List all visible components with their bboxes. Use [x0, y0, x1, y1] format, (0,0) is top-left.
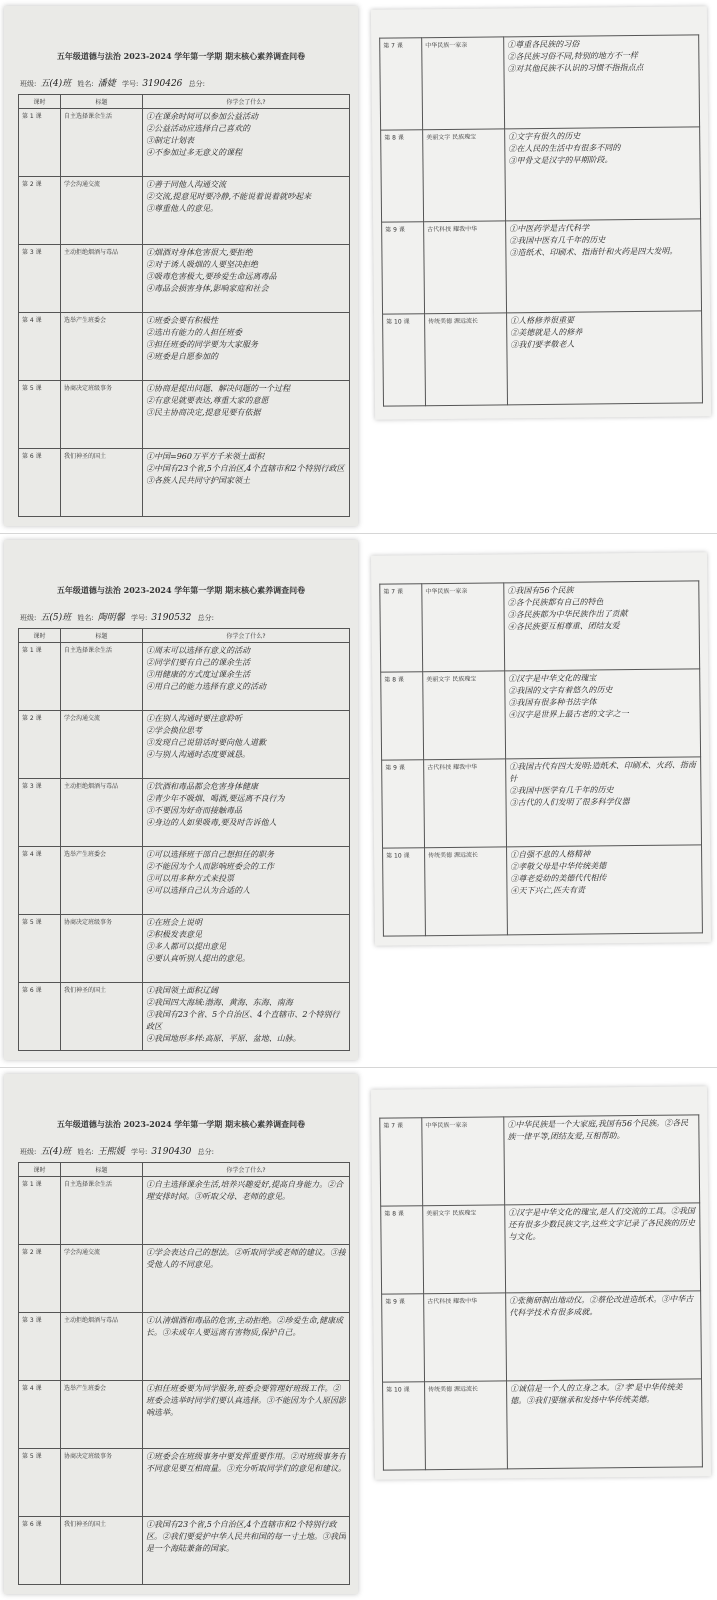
- answer-line: ③可以用多种方式来投票: [146, 874, 234, 883]
- answer-line: ①我国古代有四大发明:造纸术、印刷术、火药、指南针: [509, 760, 696, 784]
- table-header-row: [19, 95, 350, 109]
- answer-table: [379, 580, 703, 936]
- table-row: [19, 779, 350, 847]
- answer-line: ②交流,提意见时要冷静,不能说着说着就吵起来: [146, 192, 312, 201]
- handwritten-answer: [505, 1203, 701, 1293]
- answer-line: ①周末可以选择有意义的活动: [146, 646, 250, 655]
- class-label: 班级:: [20, 80, 37, 88]
- answer-line: ③古代的人们发明了很多科学仪器: [509, 797, 630, 808]
- lesson-number: 第 6 课: [19, 983, 61, 1051]
- table-row: [383, 1379, 703, 1470]
- answer-line: ③发现自己说错话时要向他人道歉: [146, 738, 266, 747]
- answer-line: ②在人民的生活中有很多不同的: [508, 143, 621, 154]
- lesson-number: 第 5 课: [19, 915, 61, 983]
- lesson-title: 学会沟通交流: [61, 177, 143, 245]
- name-label: 姓名:: [77, 614, 94, 622]
- handwritten-answer: [143, 449, 350, 517]
- handwritten-answer: [143, 847, 350, 915]
- handwritten-answer: [143, 643, 350, 711]
- answer-line: ①汉字是中华文化的瑰宝: [508, 673, 597, 684]
- table-row: [382, 219, 702, 314]
- lesson-number: 第 7 课: [380, 584, 423, 672]
- handwritten-answer: [506, 219, 702, 313]
- table-row: [19, 1245, 350, 1313]
- lesson-number: 第 2 课: [19, 711, 61, 779]
- header-learned: 你学会了什么?: [143, 629, 350, 643]
- answer-line: ③甲骨文是汉字的早期阶段。: [508, 155, 613, 166]
- answer-line: ①学会表达自己的想法。②听取同学或老师的建议。③接受他人的不同意见。: [146, 1248, 346, 1269]
- answer-line: ②公益活动应选择自己喜欢的: [146, 124, 250, 133]
- answer-line: ③我们要孝敬老人: [510, 339, 575, 350]
- lesson-title: 学会沟通交流: [61, 711, 143, 779]
- header-lesson: 课时: [19, 629, 61, 643]
- handwritten-answer: [143, 1177, 350, 1245]
- handwritten-answer: [143, 177, 350, 245]
- table-row: [383, 311, 703, 406]
- name-label: 姓名:: [77, 1148, 94, 1156]
- answer-line: ①汉字是中华文化的瑰宝,是人们交流的工具。②我国还有很多少数民族文字,这些文字记录了各民族的历史与文化。: [508, 1206, 695, 1242]
- answer-line: ②各个民族都有自己的特色: [507, 597, 604, 608]
- handwritten-answer: [143, 711, 350, 779]
- header-title: 标题: [61, 629, 143, 643]
- answer-line: ④不参加过多无意义的课程: [146, 148, 242, 157]
- lesson-number: 第 6 课: [19, 1517, 61, 1585]
- table-row: [19, 643, 350, 711]
- answer-line: ①善于同他人沟通交流: [146, 180, 226, 189]
- table-row: [19, 711, 350, 779]
- handwritten-answer: [143, 1517, 350, 1585]
- lesson-number: 第 2 课: [19, 177, 61, 245]
- answer-line: ①担任班委要为同学服务,班委会要管理好班级工作。②班委会选举时同学们要认真选择。③不能因为个人原因影响选举。: [146, 1384, 346, 1417]
- answer-line: ③各民族都为中华民族作出了贡献: [507, 609, 628, 620]
- answer-line: ①可以选择班干部自己想担任的职务: [146, 850, 274, 859]
- answer-line: ②各民族习俗不同,特别的地方不一样: [507, 50, 638, 62]
- answer-line: ①班委会要有积极性: [146, 316, 218, 325]
- answer-line: ②我国四大海域:渤海、黄海、东海、南海: [146, 998, 293, 1007]
- table-row: [19, 1177, 350, 1245]
- lesson-number: 第 5 课: [19, 1449, 61, 1517]
- score-label: 总分:: [188, 80, 205, 88]
- photo-row-1: [0, 0, 717, 534]
- answer-line: ③我国有很多种书法字体: [508, 697, 597, 708]
- lesson-number: 第 4 课: [19, 847, 61, 915]
- answer-line: ①在别人沟通时要注意聆听: [146, 714, 242, 723]
- handwritten-answer: [143, 1449, 350, 1517]
- lesson-title: 协商决定班级事务: [61, 1449, 143, 1517]
- table-row: [381, 1203, 701, 1294]
- class-label: 班级:: [20, 1148, 37, 1156]
- answer-line: ②选出有能力的人担任班委: [146, 328, 242, 337]
- answer-line: ②孝敬父母是中华传统美德: [510, 861, 607, 872]
- table-row: [380, 1115, 700, 1206]
- lesson-title: 主动拒绝烟酒与毒品: [61, 245, 143, 313]
- lesson-number: 第 1 课: [19, 1177, 61, 1245]
- lesson-title: 古代科技 耀我中华: [424, 759, 507, 848]
- header-learned: 你学会了什么?: [143, 95, 350, 109]
- handwritten-answer: [507, 311, 703, 405]
- table-row: [380, 581, 700, 672]
- answer-line: ①饮酒和毒品都会危害身体健康: [146, 782, 258, 791]
- answer-line: ①班委会在班级事务中要发挥重要作用。②对班级事务有不同意见要互相商量。③充分听取同学们的意见和建议。: [146, 1452, 346, 1473]
- header-lesson: 课时: [19, 1163, 61, 1177]
- lesson-title: 协商决定班级事务: [61, 381, 143, 449]
- answer-line: ①在课余时间可以参加公益活动: [146, 112, 258, 121]
- lesson-number: 第 1 课: [19, 109, 61, 177]
- name-value: 陶明馨: [97, 613, 125, 623]
- name-label: 姓名:: [77, 80, 94, 88]
- questionnaire-page-right: [371, 6, 711, 419]
- class-value: 五(5)班: [40, 613, 72, 623]
- lesson-number: 第 7 课: [380, 1118, 423, 1206]
- lesson-number: 第 3 课: [19, 1313, 61, 1381]
- handwritten-answer: [507, 1379, 703, 1469]
- handwritten-answer: [143, 1245, 350, 1313]
- answer-line: ①在班会上说明: [146, 918, 202, 927]
- answer-line: ③担任班委的同学要为大家服务: [146, 340, 258, 349]
- lesson-title: 中华民族一家亲: [422, 37, 505, 130]
- lesson-number: 第 9 课: [382, 1294, 425, 1382]
- table-row: [382, 1291, 702, 1382]
- handwritten-answer: [506, 1291, 702, 1381]
- answer-line: ④各民族要互相尊重、团结友爱: [507, 621, 620, 632]
- answer-line: ②不能因为个人而影响班委会的工作: [146, 862, 274, 871]
- table-row: [19, 177, 350, 245]
- lesson-title: 选举产生班委会: [61, 313, 143, 381]
- handwritten-answer: [507, 845, 703, 935]
- questionnaire-page-right: [371, 1086, 711, 1479]
- answer-line: ④用自己的能力选择有意义的活动: [146, 682, 266, 691]
- answer-line: ④天下兴亡,匹夫有责: [510, 885, 586, 896]
- answer-line: ①文字有很久的历史: [508, 131, 581, 142]
- table-row: [19, 1517, 350, 1585]
- document-title: 五年级道德与法治 2023-2024 学年第一学期 期末核心素养调查问卷: [56, 585, 306, 595]
- handwritten-answer: [506, 757, 702, 847]
- handwritten-answer: [143, 1381, 350, 1449]
- score-label: 总分:: [197, 1148, 214, 1156]
- lesson-title: 传统美德 源远流长: [425, 847, 508, 936]
- document-title: 五年级道德与法治 2023-2024 学年第一学期 期末核心素养调查问卷: [56, 51, 306, 61]
- id-label: 学号:: [130, 1148, 148, 1156]
- answer-line: ①协商是提出问题、解决问题的一个过程: [146, 384, 290, 393]
- questionnaire-page-left: [4, 540, 358, 1060]
- table-row: [382, 757, 702, 848]
- table-row: [383, 845, 703, 936]
- answer-line: ③造纸术、印刷术、指南针和火药是四大发明。: [509, 246, 678, 258]
- table-header-row: [19, 1163, 350, 1177]
- lesson-title: 选举产生班委会: [61, 847, 143, 915]
- id-value: 3190430: [151, 1147, 192, 1157]
- answer-line: ①中华民族是一个大家庭,我国有56个民族。②各民族一律平等,团结友爱,互相帮助。: [507, 1118, 689, 1142]
- handwritten-answer: [143, 983, 350, 1051]
- name-value: 潘婕: [97, 79, 116, 89]
- answer-line: ③吸毒危害极大,要珍爱生命远离毒品: [146, 272, 277, 281]
- answer-line: ③多人都可以提出意见: [146, 942, 226, 951]
- class-value: 五(4)班: [40, 1147, 72, 1157]
- photo-row-2: [0, 534, 717, 1068]
- class-label: 班级:: [20, 614, 37, 622]
- questionnaire-page-right: [371, 552, 711, 945]
- lesson-number: 第 9 课: [382, 222, 425, 314]
- table-row: [380, 35, 700, 130]
- lesson-number: 第 8 课: [381, 1206, 424, 1294]
- answer-line: ②我国中医有几千年的历史: [509, 235, 606, 246]
- table-row: [19, 1313, 350, 1381]
- header-title: 标题: [61, 1163, 143, 1177]
- table-row: [19, 449, 350, 517]
- answer-line: ③民主协商决定,提意见要有依据: [146, 408, 261, 417]
- handwritten-answer: [143, 779, 350, 847]
- table-row: [381, 669, 701, 760]
- lesson-title: 美丽文字 民族瑰宝: [423, 1205, 506, 1294]
- table-row: [19, 1449, 350, 1517]
- handwritten-answer: [505, 127, 701, 221]
- answer-line: ②我国中医学有几千年的历史: [509, 785, 614, 796]
- answer-line: ②美德就是人的修养: [510, 327, 583, 338]
- class-value: 五(4)班: [40, 79, 72, 89]
- lesson-title: 主动拒绝烟酒与毒品: [61, 1313, 143, 1381]
- answer-line: ②对于诱人吸烟的人要坚决拒绝: [146, 260, 258, 269]
- answer-line: ③尊老爱幼的美德代代相传: [510, 873, 607, 884]
- lesson-title: 中华民族一家亲: [422, 1117, 505, 1206]
- answer-line: ④与别人沟通时态度要诚恳。: [146, 750, 250, 759]
- lesson-title: 古代科技 耀我中华: [424, 221, 507, 314]
- answer-line: ②中国有23个省,5个自治区,4个直辖市和2个特别行政区: [146, 464, 345, 473]
- handwritten-answer: [143, 245, 350, 313]
- lesson-title: 我们神圣的国土: [61, 449, 143, 517]
- table-row: [381, 127, 701, 222]
- answer-table: [379, 1114, 703, 1470]
- answer-line: ①我国有23个省,5个自治区,4个直辖市和2个特别行政区。②我们要爱护中华人民共和国的每一寸土地。③我国是一个海陆兼备的国家。: [146, 1520, 346, 1553]
- student-info-line: [20, 76, 209, 89]
- handwritten-answer: [143, 915, 350, 983]
- handwritten-answer: [143, 313, 350, 381]
- lesson-number: 第 10 课: [383, 314, 426, 406]
- handwritten-answer: [143, 1313, 350, 1381]
- table-row: [19, 847, 350, 915]
- lesson-number: 第 4 课: [19, 1381, 61, 1449]
- lesson-number: 第 8 课: [381, 672, 424, 760]
- answer-table: [379, 34, 703, 406]
- answer-line: ①诚信是一个人的立身之本。②'孝'是中华传统美德。③我们要继承和发扬中华传统美德。: [510, 1382, 683, 1406]
- lesson-title: 中华民族一家亲: [422, 583, 505, 672]
- lesson-title: 自主选择课余生活: [61, 643, 143, 711]
- lesson-number: 第 10 课: [383, 848, 426, 936]
- answer-line: ①张衡研制出地动仪。②蔡伦改进造纸术。③中华古代科学技术有很多成就。: [509, 1294, 694, 1318]
- answer-line: ④可以选择自己认为合适的人: [146, 886, 250, 895]
- answer-line: ③制定计划表: [146, 136, 194, 145]
- lesson-title: 协商决定班级事务: [61, 915, 143, 983]
- table-row: [19, 1381, 350, 1449]
- questionnaire-page-left: [4, 1074, 358, 1594]
- answer-line: ③不要因为好奇而接触毒品: [146, 806, 242, 815]
- answer-line: ②学会换位思考: [146, 726, 202, 735]
- answer-line: ②有意见就要表达,尊重大家的意愿: [146, 396, 269, 405]
- lesson-number: 第 6 课: [19, 449, 61, 517]
- answer-line: ②青少年不吸烟、喝酒,要远离不良行为: [146, 794, 285, 803]
- answer-line: ③各族人民共同守护国家领土: [146, 476, 250, 485]
- answer-line: ③用健康的方式度过课余生活: [146, 670, 250, 679]
- answer-line: ①认清烟酒和毒品的危害,主动拒绝。②珍爱生命,健康成长。③未成年人要远离有害物质,保护自己。: [146, 1316, 344, 1337]
- lesson-number: 第 3 课: [19, 779, 61, 847]
- student-info-line: [20, 1144, 218, 1157]
- lesson-number: 第 5 课: [19, 381, 61, 449]
- answer-line: ①中国=960万平方千米领土面积: [146, 452, 264, 461]
- answer-line: ④汉字是世界上最古老的文字之一: [508, 709, 629, 720]
- lesson-number: 第 7 课: [380, 38, 423, 130]
- lesson-title: 学会沟通交流: [61, 1245, 143, 1313]
- answer-line: ①自强不息的人格精神: [510, 849, 591, 860]
- table-row: [19, 245, 350, 313]
- lesson-number: 第 4 课: [19, 313, 61, 381]
- answer-line: ②积极发表意见: [146, 930, 202, 939]
- student-info-line: [20, 610, 218, 623]
- answer-line: ④班委是自愿参加的: [146, 352, 218, 361]
- lesson-number: 第 8 课: [381, 130, 424, 222]
- id-value: 3190532: [151, 613, 192, 623]
- id-value: 3190426: [142, 79, 183, 89]
- table-row: [19, 313, 350, 381]
- lesson-number: 第 10 课: [383, 1382, 426, 1470]
- handwritten-answer: [504, 35, 700, 129]
- lesson-title: 古代科技 耀我中华: [424, 1293, 507, 1382]
- answer-line: ①烟酒对身体危害很大,要拒绝: [146, 248, 253, 257]
- questionnaire-page-left: [4, 6, 358, 526]
- photo-row-3: [0, 1068, 717, 1600]
- id-label: 学号:: [121, 80, 139, 88]
- answer-line: ①中医药学是古代科学: [509, 223, 590, 234]
- lesson-number: 第 9 课: [382, 760, 425, 848]
- lesson-number: 第 1 课: [19, 643, 61, 711]
- answer-line: ④我国地形多样:高原、平原、盆地、山脉。: [146, 1034, 301, 1043]
- lesson-title: 自主选择课余生活: [61, 109, 143, 177]
- header-title: 标题: [61, 95, 143, 109]
- handwritten-answer: [143, 381, 350, 449]
- lesson-title: 选举产生班委会: [61, 1381, 143, 1449]
- answer-line: ④要认真听别人提出的意见。: [146, 954, 250, 963]
- document-title: 五年级道德与法治 2023-2024 学年第一学期 期末核心素养调查问卷: [56, 1119, 306, 1129]
- answer-table: [18, 94, 350, 517]
- handwritten-answer: [504, 581, 700, 671]
- table-row: [19, 983, 350, 1051]
- handwritten-answer: [143, 109, 350, 177]
- lesson-number: 第 2 课: [19, 1245, 61, 1313]
- answer-line: ①尊重各民族的习俗: [507, 39, 580, 50]
- answer-table: [18, 1162, 350, 1585]
- answer-line: ②同学们要有自己的课余生活: [146, 658, 250, 667]
- lesson-title: 我们神圣的国土: [61, 1517, 143, 1585]
- table-row: [19, 381, 350, 449]
- header-lesson: 课时: [19, 95, 61, 109]
- score-label: 总分:: [197, 614, 214, 622]
- answer-line: ③我国有23个省、5个自治区、4个直辖市、2个特别行政区: [146, 1010, 340, 1031]
- handwritten-answer: [505, 669, 701, 759]
- lesson-number: 第 3 课: [19, 245, 61, 313]
- answer-line: ②我国的文字有着悠久的历史: [508, 685, 613, 696]
- answer-line: ①我国领土面积辽阔: [146, 986, 218, 995]
- answer-line: ①我国有56个民族: [507, 585, 574, 596]
- lesson-title: 美丽文字 民族瑰宝: [423, 129, 506, 222]
- answer-table: [18, 628, 350, 1051]
- answer-line: ④身边的人如果吸毒,要及时告诉他人: [146, 818, 277, 827]
- answer-line: ③对其他民族不认识的习惯不指指点点: [507, 62, 644, 74]
- answer-line: ①人格修养很重要: [510, 315, 575, 326]
- answer-line: ④毒品会损害身体,影响家庭和社会: [146, 284, 269, 293]
- lesson-title: 美丽文字 民族瑰宝: [423, 671, 506, 760]
- lesson-title: 自主选择课余生活: [61, 1177, 143, 1245]
- lesson-title: 传统美德 源远流长: [425, 313, 508, 406]
- table-header-row: [19, 629, 350, 643]
- lesson-title: 我们神圣的国土: [61, 983, 143, 1051]
- header-learned: 你学会了什么?: [143, 1163, 350, 1177]
- name-value: 王熙媛: [97, 1147, 125, 1157]
- answer-line: ①自主选择课余生活,培养兴趣爱好,提高自身能力。②合理安排时间。③听取父母、老师的意见。: [146, 1180, 344, 1201]
- lesson-title: 主动拒绝烟酒与毒品: [61, 779, 143, 847]
- table-row: [19, 915, 350, 983]
- handwritten-answer: [504, 1115, 700, 1205]
- answer-line: ③尊重他人的意见。: [146, 204, 218, 213]
- id-label: 学号:: [130, 614, 148, 622]
- lesson-title: 传统美德 源远流长: [425, 1381, 508, 1470]
- table-row: [19, 109, 350, 177]
